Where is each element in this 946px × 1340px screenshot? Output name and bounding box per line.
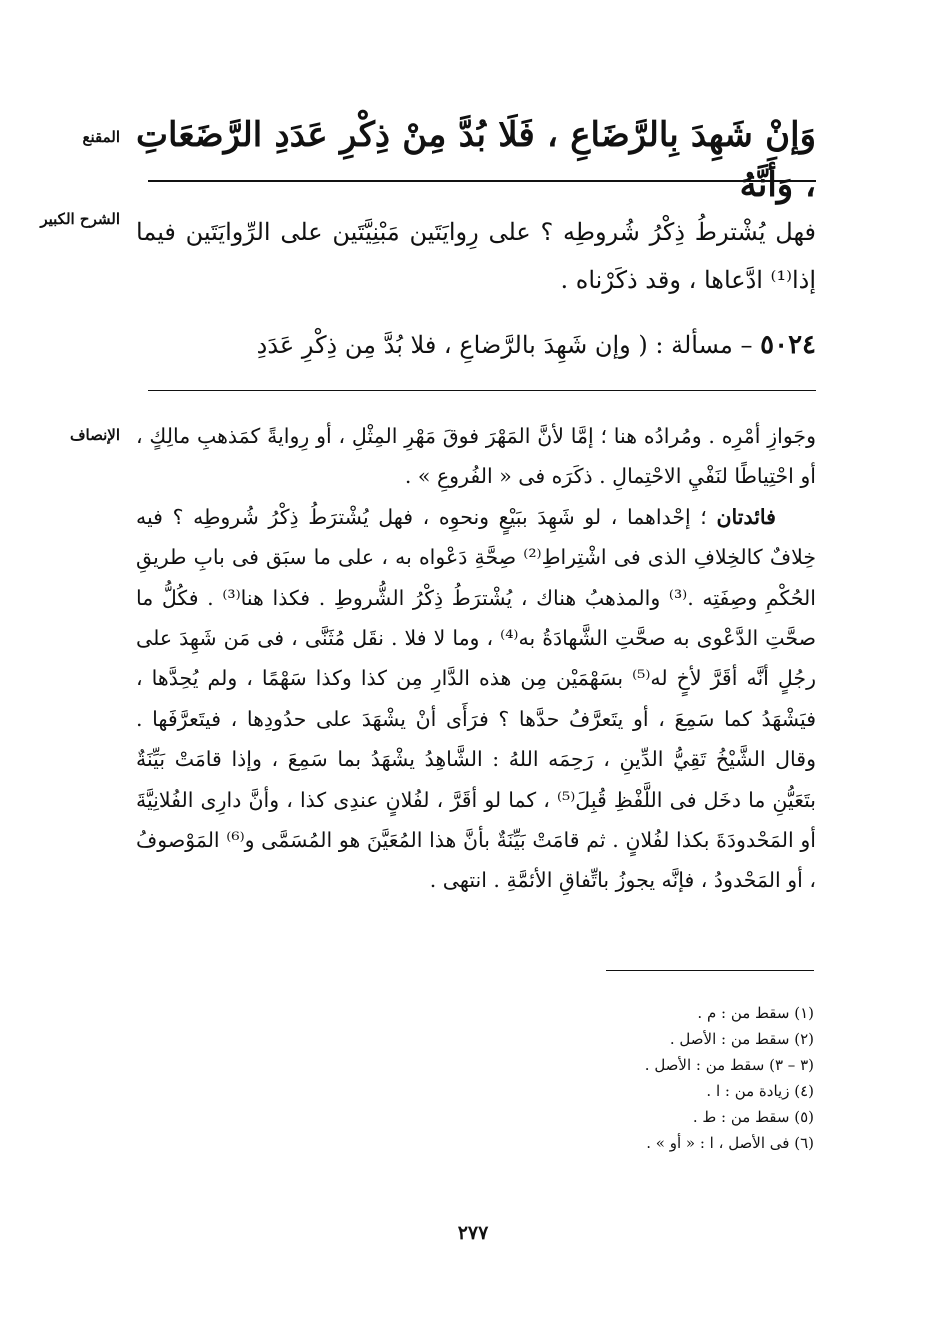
footnote: (١) سقط من : م . [697,1004,814,1022]
masala-text: – مسألة : ( وإن شَهِدَ بالرَّضاعِ ، فلا بُدَّ مِن ذِكْرِ عَدَدِ [256,331,753,359]
page-number: ٢٧٧ [457,1222,489,1244]
side-label-sharh: الشرح الكبير [40,210,120,228]
footnotes [645,1000,814,1156]
sharh-text: فهل يُشْترطُ ذِكْرُ شُروطِه ؟ على رِوايَتَين مَبْنِيَّتَين على الرِّوايَتَين فيما إذا⁽¹⁾ ادَّعاها ، وقد ذكَرْناه . [136,218,816,294]
muqni-divider [148,180,816,182]
insaf-faidatan-heading: فائدتان [716,504,776,529]
insaf-paragraph-2-body: ؛ إحْداهما ، لو شَهِدَ ببَيْعٍ ونحوِه ، فهل يُشْترَطُ ذِكْرُ شُروطِه ؟ فيه خِلافٌ كالخِلافِ الذى فى اشْتِراطِ⁽²⁾ صِحَّةِ دَعْواه به ، على ما سبَق فى بابِ طريقِ الحُكْمِ وصِفَتِه .⁽³⁾ والمذهبُ هناك ، يُشْترَطُ ذِكْرُ الشُّروطِ . فكذا هنا⁽³⁾ . فكُلُّ ما صحَّتِ الدَّعْوى به صحَّتِ الشَّهادَةُ به⁽⁴⁾ ، وما لا فلا . نقَل مُثَنَّى ، فى مَن شَهِدَ على رجُلٍ أنَّه أقَرَّ لأخٍ له⁽⁵⁾ بسَهْمَيْن مِن هذه الدَّارِ مِن كذا وكذا سَهْمًا ، ولم يُحِدَّها ، فيَشْهَدُ كما سَمِعَ ، أو يتَعرَّفُ حدَّها ؟ فرَأَى أنْ يشْهَدَ على حدُودِها ، فيتَعرَّفَها . وقال الشَّيْخُ تَقِيُّ الدِّينِ ، رَحِمَه اللهُ : الشَّاهِدُ يشْهَدُ بما سَمِعَ ، وإذا قامَتْ بَيِّنَةٌ بتَعَيُّنِ ما دخَل فى اللَّفْظِ قُبِلَ⁽⁵⁾ ، كما لو أقَرَّ ، لفُلانٍ عندِى كذا ، وأنَّ دارِى الفُلانِيَّةَ أو المَحْدودَةَ بكذا لفُلانٍ . ثم قامَتْ بَيِّنَةٌ بأنَّ هذا المُعَيَّنَ هو المُسَمَّى و⁽⁶⁾ المَوْصوفُ ، أو المَحْدودُ ، فإنَّه يجوزُ باتِّفاقِ الأئمَّةِ . انتهى . [136,504,816,893]
sharh-divider [148,390,816,391]
masala-number: ٥٠٢٤ [760,330,816,360]
masala-line [136,322,816,368]
insaf-paragraph-2 [136,497,816,901]
footnote-divider [606,970,814,971]
footnote: (٦) فى الأصل ، ا : « أو » . [646,1134,814,1152]
footnote: (٢) سقط من : الأصل . [669,1030,814,1048]
footnote: (٥) سقط من : ط . [692,1108,814,1126]
insaf-paragraph-1: وجَوازِ أمْرِه . ومُرادُه هنا ؛ إمَّا لأنَّ المَهْرَ فوقَ مَهْرِ المِثْلِ ، أو رِوايةً كمَذهبِ مالِكٍ ، أو احْتِياطًا لنَفْيِ الاحْتِمالِ . ذكَرَه فى « الفُروعِ » . [136,424,816,489]
footnote: (٣ – ٣) سقط من : الأصل . [644,1056,814,1074]
side-label-muqni: المقنع [82,128,120,146]
side-label-insaf: الإنصاف [69,426,120,444]
insaf-text [136,416,816,901]
muqni-text: وَإنْ شَهِدَ بِالرَّضَاعِ ، فَلَا بُدَّ مِنْ ذِكْرِ عَدَدِ الرَّضَعَاتِ ، وَأَنَّهُ [136,115,816,205]
footnote: (٤) زيادة من : ا . [706,1082,814,1100]
